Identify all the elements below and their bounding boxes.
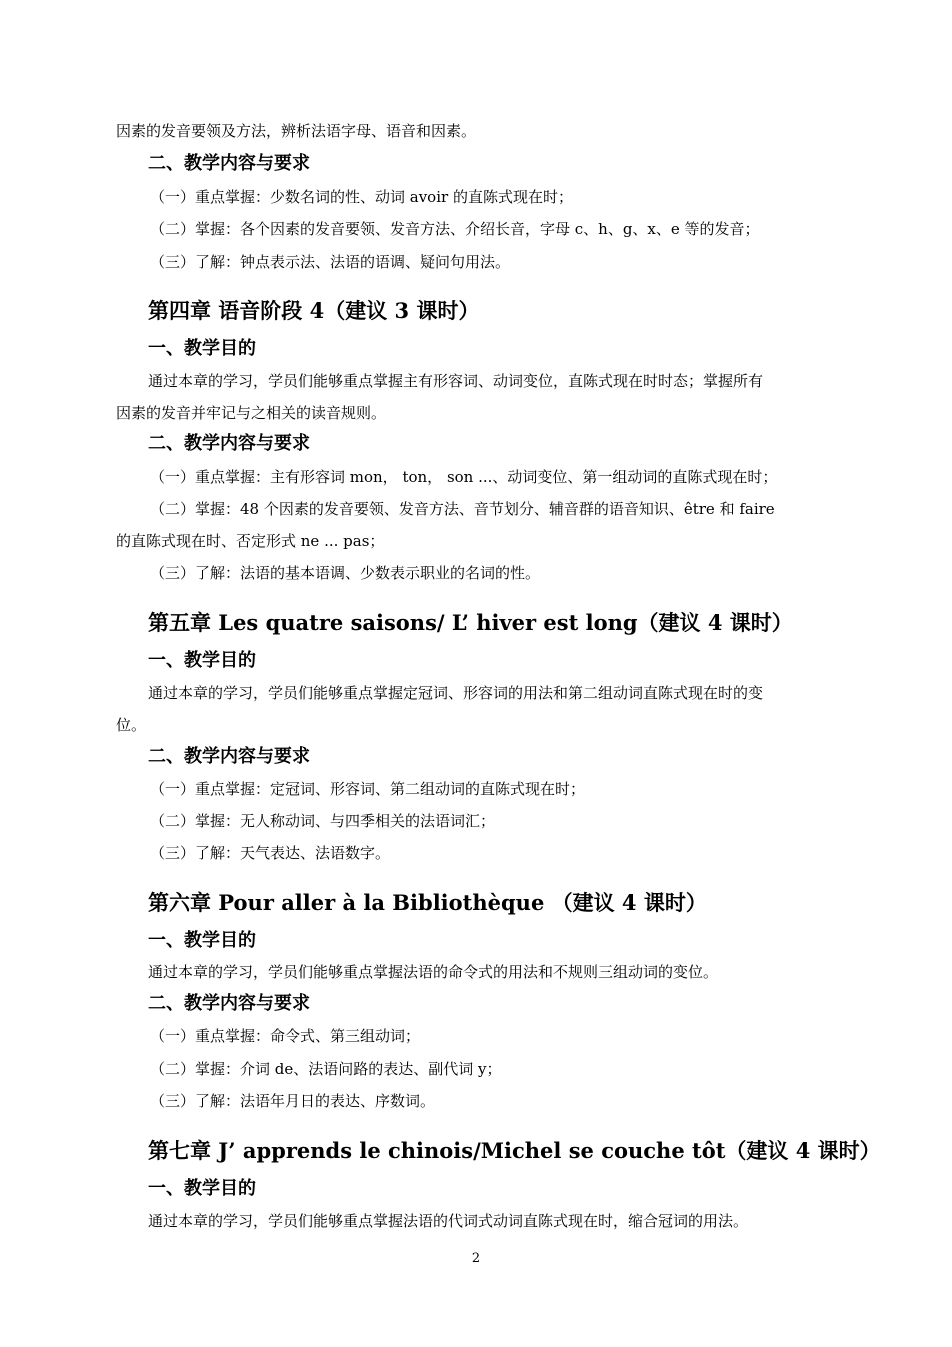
section-heading: 一、教学目的 (148, 1178, 256, 1199)
list-item: （三）了解：钟点表示法、法语的语调、疑问句用法。 (150, 253, 511, 271)
paragraph-line: 通过本章的学习，学员们能够重点掌握法语的命令式的用法和不规则三组动词的变位。 (148, 963, 719, 981)
paragraph-line: 通过本章的学习，学员们能够重点掌握法语的代词式动词直陈式现在时，缩合冠词的用法。 (148, 1212, 749, 1230)
section-heading: 二、教学内容与要求 (148, 433, 310, 454)
page-number: 2 (471, 1251, 481, 1266)
section-heading: 二、教学内容与要求 (148, 746, 310, 767)
paragraph-line: 位。 (116, 716, 147, 734)
paragraph-line: 因素的发音并牢记与之相关的读音规则。 (116, 404, 387, 422)
list-item: （一）重点掌握：命令式、第三组动词； (150, 1027, 421, 1045)
chapter-heading: 第六章 Pour aller à la Bibliothèque （建议 4 课时） (148, 890, 707, 915)
list-item: （二）掌握：各个因素的发音要领、发音方法、介绍长音，字母 c、h、g、x、e 等的发音； (150, 220, 760, 238)
section-heading: 二、教学内容与要求 (148, 153, 310, 174)
paragraph-line: 通过本章的学习，学员们能够重点掌握主有形容词、动词变位，直陈式现在时时态；掌握所有 (148, 372, 764, 390)
paragraph-line: 的直陈式现在时、否定形式 ne ... pas； (116, 532, 385, 550)
section-heading: 一、教学目的 (148, 338, 256, 359)
list-item: （二）掌握：介词 de、法语问路的表达、副代词 y； (150, 1060, 502, 1078)
section-heading: 一、教学目的 (148, 930, 256, 951)
chapter-heading: 第七章 J’ apprends le chinois/Michel se couche tôt（建议 4 课时） (148, 1138, 881, 1163)
list-item: （一）重点掌握：主有形容词 mon， ton， son ...、动词变位、第一组动词的直陈式现在时； (150, 468, 778, 486)
list-item: （二）掌握：48 个因素的发音要领、发音方法、音节划分、辅音群的语音知识、être 和 faire (150, 500, 775, 518)
paragraph-line: 因素的发音要领及方法，辨析法语字母、语音和因素。 (116, 122, 477, 140)
chapter-heading: 第四章 语音阶段 4（建议 3 课时） (148, 298, 480, 323)
list-item: （三）了解：天气表达、法语数字。 (150, 844, 391, 862)
list-item: （一）重点掌握：定冠词、形容词、第二组动词的直陈式现在时； (150, 780, 586, 798)
section-heading: 一、教学目的 (148, 650, 256, 671)
list-item: （二）掌握：无人称动词、与四季相关的法语词汇； (150, 812, 496, 830)
section-heading: 二、教学内容与要求 (148, 993, 310, 1014)
list-item: （一）重点掌握：少数名词的性、动词 avoir 的直陈式现在时； (150, 188, 573, 206)
list-item: （三）了解：法语的基本语调、少数表示职业的名词的性。 (150, 564, 541, 582)
list-item: （三）了解：法语年月日的表达、序数词。 (150, 1092, 436, 1110)
chapter-heading: 第五章 Les quatre saisons/ L’ hiver est long（建议 4 课时） (148, 610, 793, 635)
paragraph-line: 通过本章的学习，学员们能够重点掌握定冠词、形容词的用法和第二组动词直陈式现在时的变 (148, 684, 764, 702)
